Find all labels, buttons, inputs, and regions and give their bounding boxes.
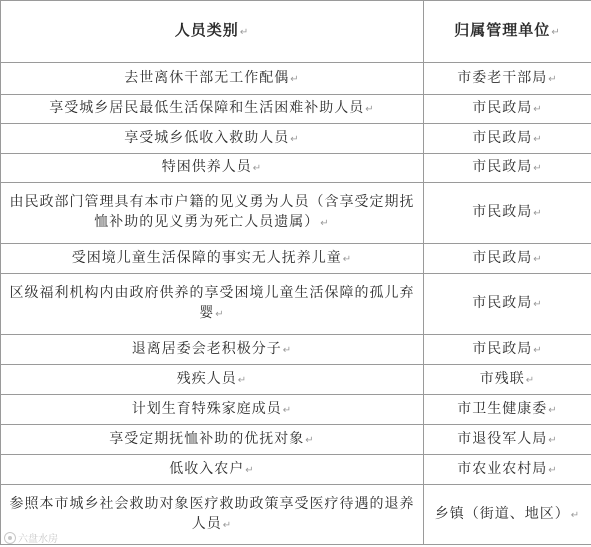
category-cell: 享受城乡居民最低生活保障和生活困难补助人员↵ [1, 95, 424, 124]
unit-cell: 乡镇（街道、地区）↵ [424, 485, 591, 545]
table-row [1, 485, 591, 545]
table-row [1, 183, 591, 244]
table-header-row [1, 1, 591, 63]
table-row [1, 274, 591, 335]
unit-cell: 市民政局↵ [424, 244, 591, 274]
category-cell: 受困境儿童生活保障的事实无人抚养儿童↵ [1, 244, 424, 274]
header-personnel-category: 人员类别↵ [1, 1, 424, 63]
category-cell: 区级福利机构内由政府供养的享受困境儿童生活保障的孤儿弃婴↵ [1, 274, 424, 335]
table-row [1, 365, 591, 395]
table-row [1, 455, 591, 485]
unit-cell: 市民政局↵ [424, 95, 591, 124]
category-cell: 特困供养人员↵ [1, 154, 424, 183]
category-cell: 残疾人员↵ [1, 365, 424, 395]
header-management-unit: 归属管理单位↵ [424, 1, 591, 63]
unit-cell: 市民政局↵ [424, 274, 591, 335]
unit-cell: 市民政局↵ [424, 183, 591, 244]
category-cell: 低收入农户↵ [1, 455, 424, 485]
category-cell: 参照本市城乡社会救助对象医疗救助政策享受医疗待遇的退养人员↵ [1, 485, 424, 545]
table-row [1, 244, 591, 274]
table-row [1, 335, 591, 365]
unit-cell: 市民政局↵ [424, 124, 591, 154]
table-row [1, 425, 591, 455]
watermark-logo-icon [4, 532, 16, 544]
category-cell: 去世离休干部无工作配偶↵ [1, 63, 424, 95]
category-cell: 计划生育特殊家庭成员↵ [1, 395, 424, 425]
category-cell: 由民政部门管理具有本市户籍的见义勇为人员（含享受定期抚恤补助的见义勇为死亡人员遗属）↵ [1, 183, 424, 244]
watermark [4, 530, 58, 545]
category-cell: 享受城乡低收入救助人员↵ [1, 124, 424, 154]
table-row [1, 124, 591, 154]
watermark-text: 六盘水房 [18, 534, 58, 545]
unit-cell: 市委老干部局↵ [424, 63, 591, 95]
unit-cell: 市残联↵ [424, 365, 591, 395]
table-row [1, 63, 591, 95]
unit-cell: 市民政局↵ [424, 335, 591, 365]
category-cell: 享受定期抚恤补助的优抚对象↵ [1, 425, 424, 455]
table-row [1, 154, 591, 183]
category-cell: 退离居委会老积极分子↵ [1, 335, 424, 365]
unit-cell: 市卫生健康委↵ [424, 395, 591, 425]
unit-cell: 市农业农村局↵ [424, 455, 591, 485]
table-row [1, 395, 591, 425]
table-row [1, 95, 591, 124]
unit-cell: 市退役军人局↵ [424, 425, 591, 455]
unit-cell: 市民政局↵ [424, 154, 591, 183]
